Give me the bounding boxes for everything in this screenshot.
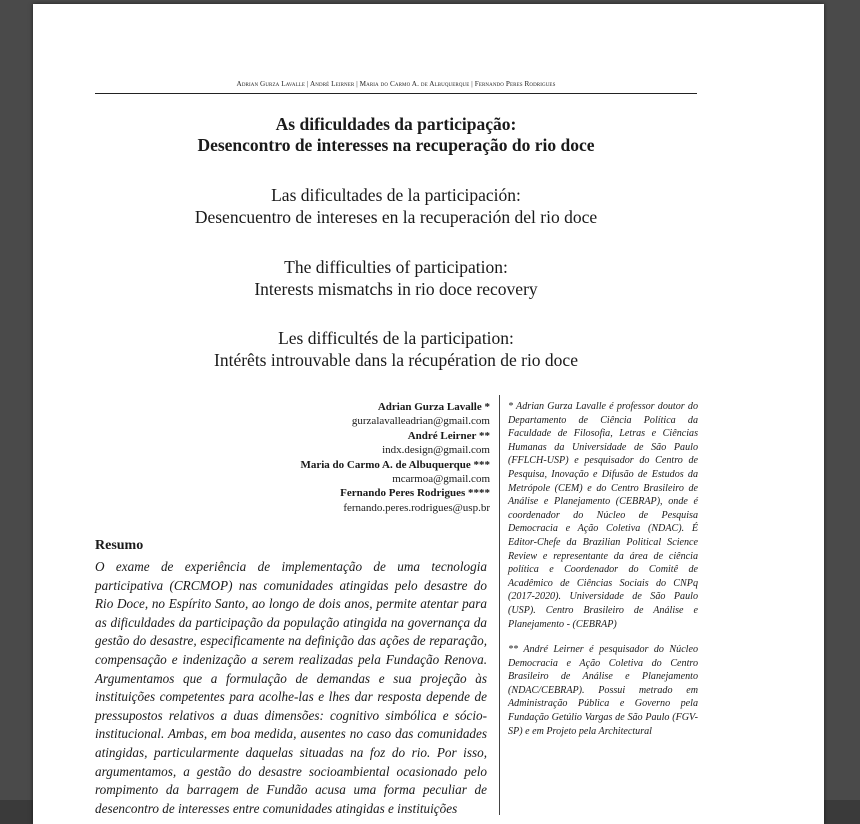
author-email[interactable]: fernando.peres.rodrigues@usp.br [343, 501, 490, 514]
title-es-line-2: Desencuentro de intereses en la recuperación del rio doce [194, 207, 598, 227]
author-email[interactable]: mcarmoa@gmail.com [392, 473, 490, 486]
title-portuguese [95, 114, 697, 156]
column-divider [499, 395, 500, 815]
author-name: André Leirner ** [407, 429, 490, 442]
author-email[interactable]: indx.design@gmail.com [382, 444, 490, 457]
title-en-line-1: The difficulties of participation: [284, 257, 508, 277]
abstract-body: O exame de experiência de implementação de uma tecnologia participativa (CRCMOP) nas comunidades atingidas pelo desastre do Rio Doce, no Espírito Santo, ao longo de dois anos, permite atentar para as dificuldades da participação da população atingida na governança da gestão do desastre, especificamente na definição das ações de reparação, compensação e indenização a serem realizadas pela Fundação Renova. Argumentamos que a formulação de demandas e sua projeção às instituições competentes para acolhe-las e lhes dar resposta depende de pressupostos relativos a duas dimensões: cognitivo simbólica e sócio-institucional. Ambas, em boa medida, ausentes no caso das comunidades atingidas, particularmente daquelas situadas na foz do rio. Por isso, argumentamos, a gestão do desastre socioambiental ocasionado pelo rompimento da barragem de Fundão acusa uma forma peculiar de desencontro de interesses entre comunidades atingidas e instituições [95, 559, 487, 816]
title-fr-line-2: Intérêts introuvable dans la récupération de rio doce [214, 350, 578, 370]
author-name: Maria do Carmo A. de Albuquerque *** [300, 458, 490, 471]
title-spanish [95, 184, 697, 228]
abstract-heading: Resumo [95, 538, 144, 553]
footnote-2: ** André Leirner é pesquisador do Núcleo Democracia e Ação Coletiva do Centro Brasileiro de Análise e Planejamento (NDAC/CEBRAP). Possui metrado em Administração Pública e Governo pela Fundação Getúlio Vargas de São Paulo (FGV-SP) e em Projeto pela Architectural [508, 644, 698, 737]
author-list [190, 400, 490, 515]
title-en-line-2: Interests mismatchs in rio doce recovery [254, 279, 538, 299]
title-es-line-1: Las dificultades de la participación: [271, 185, 521, 205]
title-pt-line-1: As dificuldades da participação: [275, 114, 517, 134]
title-pt-line-2: Desencontro de interesses na recuperação do rio doce [197, 135, 595, 155]
title-french [95, 327, 697, 371]
footnote-1: * Adrian Gurza Lavalle é professor doutor do Departamento de Ciência Política da Faculdade de Filosofia, Letras e Ciências Humanas da Universidade de São Paulo (FFLCH-USP) e pesquisador do Centro de Pesquisa, Inovação e Difusão de Estudos da Metrópole (CEM) e do Centro Brasileiro de Análise e Planejamento (CEBRAP), onde é coordenador do Núcleo de Pesquisa Democracia e Ação Coletiva (NDAC). É Editor-Chefe da Brazilian Political Science Review e representante da área de ciência política e Coordenador do Comitê de Acadêmico de Ciências Sociais do CNPq (2017-2020). Universidade de São Paulo (USP). Centro Brasileiro de Análise e Planejamento - (CEBRAP) [508, 401, 698, 630]
author-email[interactable]: gurzalavalleadrian@gmail.com [351, 415, 490, 428]
author-name: Fernando Peres Rodrigues **** [340, 487, 490, 500]
author-footnotes [508, 400, 698, 750]
title-fr-line-1: Les difficultés de la participation: [278, 328, 514, 348]
header-rule [95, 93, 697, 94]
author-name: Adrian Gurza Lavalle * [377, 401, 490, 413]
title-english [95, 256, 697, 300]
running-head: Adrian Gurza Lavalle | André Leirner | Maria do Carmo A. de Albuquerque | Fernando Peres Rodrigues [236, 80, 556, 88]
